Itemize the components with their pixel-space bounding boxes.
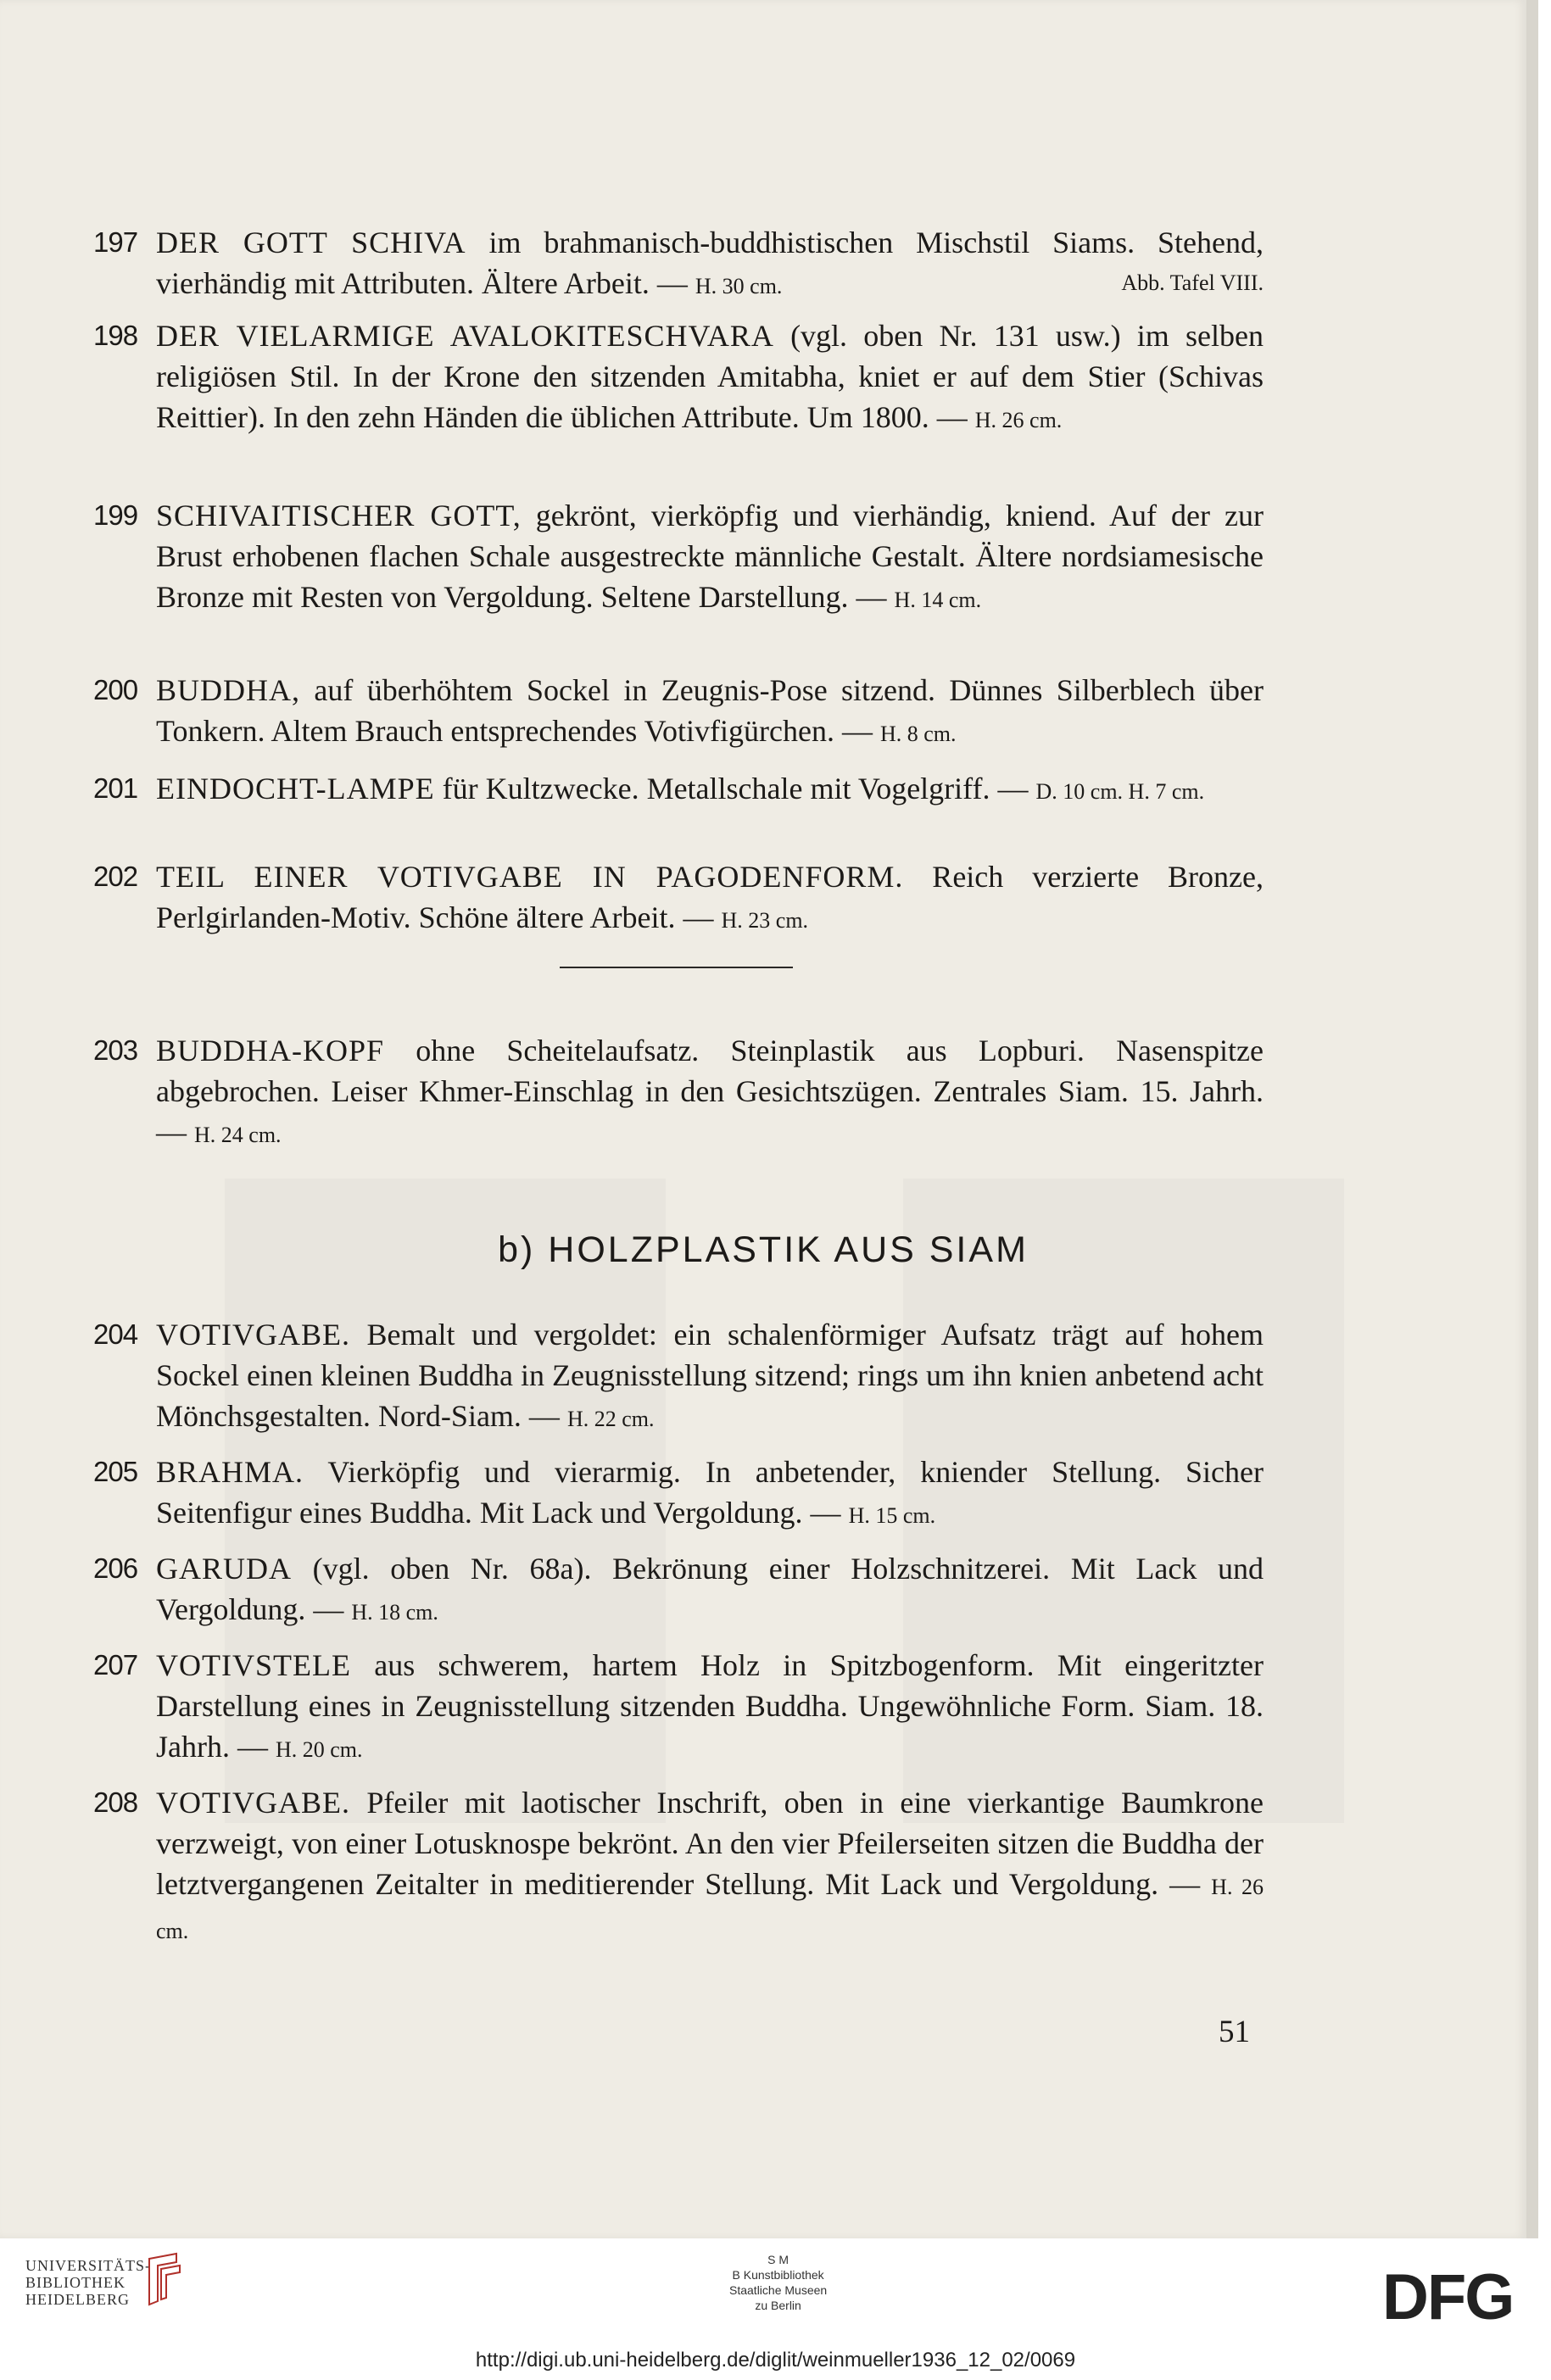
ub-emblem-icon: [142, 2252, 185, 2306]
entry-text: (vgl. oben Nr. 68a). Bekrönung einer Holzschnitzerei. Mit Lack und Vergoldung. —: [156, 1552, 1264, 1626]
entry-title: EINDOCHT-LAMPE: [156, 772, 435, 805]
entry-text: im brahmanisch-buddhistischen Mischstil Siams. Stehend, vierhändig mit Attributen. Ältere Arbeit. —: [156, 226, 1264, 300]
catalog-entry: [93, 1314, 1264, 1440]
entry-text: Reich verzierte Bronze, Perlgirlanden-Motiv. Schöne ältere Arbeit. —: [156, 860, 1264, 934]
catalog-entry: [93, 670, 1264, 755]
entry-dimension: H. 24 cm.: [194, 1123, 282, 1147]
catalog-entry: [93, 315, 1264, 441]
entry-title: VOTIVGABE.: [156, 1318, 350, 1352]
entry-text: Bemalt und vergoldet: ein schalenförmiger Aufsatz trägt auf hohem Sockel einen kleinen Buddha in Zeugnisstellung sitzend; rings um ihn knien anbetend acht Mönchsgestalten. Nord-Siam. —: [156, 1318, 1264, 1433]
entry-body: [156, 222, 1264, 307]
catalog-entry: [93, 1645, 1264, 1770]
entry-dimension: H. 26 cm.: [156, 1875, 1264, 1943]
entry-dimension: H. 15 cm.: [848, 1503, 936, 1528]
entry-number: 197: [93, 226, 138, 258]
entry-body: [156, 495, 1264, 621]
entry-dimension: H. 8 cm.: [879, 722, 957, 746]
entry-dimension: H. 30 cm.: [695, 274, 783, 298]
smb-line: S M: [767, 2253, 789, 2266]
entry-text: auf überhöhtem Sockel in Zeugnis-Pose sitzend. Dünnes Silberblech über Tonkern. Altem Brauch entsprechendes Votivfigürchen. —: [156, 673, 1264, 748]
entry-dimension: H. 20 cm.: [275, 1737, 363, 1762]
entry-number: 203: [93, 1034, 138, 1066]
entry-text: für Kultzwecke. Metallschale mit Vogelgriff. —: [434, 772, 1036, 805]
entry-number: 198: [93, 320, 138, 351]
entry-body: [156, 1452, 1264, 1536]
entry-title: SCHIVAITISCHER GOTT,: [156, 499, 522, 532]
entry-number: 207: [93, 1649, 138, 1680]
catalog-entry: [93, 768, 1264, 812]
catalog-entry: [93, 1548, 1264, 1633]
catalog-entry: [93, 495, 1264, 621]
entry-title: GARUDA: [156, 1552, 293, 1586]
entry-dimension: D. 10 cm. H. 7 cm.: [1035, 779, 1205, 804]
entry-title: DER GOTT SCHIVA: [156, 226, 466, 259]
entry-dimension: H. 23 cm.: [721, 908, 809, 933]
entry-body: [156, 1645, 1264, 1770]
catalog-entry: [93, 1782, 1264, 1952]
entry-title: VOTIVGABE.: [156, 1786, 350, 1820]
smb-line: Staatliche Museen: [729, 2283, 828, 2297]
entry-body: [156, 315, 1264, 441]
entry-dimension: H. 26 cm.: [974, 408, 1063, 432]
entry-plate-ref: Abb. Tafel VIII.: [1121, 270, 1264, 295]
entry-dimension: H. 22 cm.: [566, 1407, 655, 1431]
entry-number: 208: [93, 1786, 138, 1818]
entry-body: [156, 670, 1264, 755]
catalog-entry: [93, 222, 1264, 307]
catalog-entry: [93, 856, 1264, 941]
entry-body: [156, 1030, 1264, 1156]
section-divider: [560, 967, 793, 968]
entry-title: BUDDHA,: [156, 673, 301, 707]
entry-title: TEIL EINER VOTIVGABE IN PAGODENFORM.: [156, 860, 904, 894]
entry-number: 199: [93, 499, 138, 531]
entry-title: BRAHMA.: [156, 1455, 304, 1489]
entry-number: 204: [93, 1318, 138, 1350]
entry-title: VOTIVSTELE: [156, 1648, 351, 1682]
entry-number: 201: [93, 772, 138, 804]
entry-text: aus schwerem, hartem Holz in Spitzbogenform. Mit eingeritzter Darstellung eines in Zeugnisstellung sitzenden Buddha. Ungewöhnliche Form. Siam. 18. Jahrh. —: [156, 1648, 1264, 1764]
entry-text: Pfeiler mit laotischer Inschrift, oben in eine vierkantige Baumkrone verzweigt, von einer Lotusknospe bekrönt. An den vier Pfeilerseiten sitzen die Buddha der letztvergangenen Zeitalter in meditierender Stellung. Mit Lack und Vergoldung. —: [156, 1786, 1264, 1901]
entry-dimension: H. 18 cm.: [351, 1600, 438, 1625]
entry-body: [156, 1548, 1264, 1633]
entry-dimension: H. 14 cm.: [894, 588, 982, 612]
catalog-entry: [93, 1452, 1264, 1536]
entry-number: 206: [93, 1552, 138, 1584]
entry-number: 202: [93, 861, 138, 892]
ub-logo-line: UNIVERSITÄTS-: [25, 2257, 151, 2274]
viewer-footer: [0, 2247, 1551, 2380]
entry-title: BUDDHA-KOPF: [156, 1034, 385, 1067]
entry-number: 200: [93, 674, 138, 705]
section-heading: b) HOLZPLASTIK AUS SIAM: [498, 1229, 1029, 1270]
entry-text: Vierköpfig und vierarmig. In anbetender, kniender Stellung. Sicher Seitenfigur eines Buddha. Mit Lack und Vergoldung. —: [156, 1455, 1264, 1530]
entry-body: [156, 856, 1264, 941]
entry-text: (vgl. oben Nr. 131 usw.) im selben religiösen Stil. In der Krone den sitzenden Amitabha, kniet er auf dem Stier (Schivas Reittier). In den zehn Händen die üblichen Attribute. Um 1800. —: [156, 319, 1264, 434]
page-number: 51: [1219, 2015, 1250, 2049]
smb-line: B Kunstbibliothek: [732, 2268, 824, 2282]
dfg-logo[interactable]: DFG: [1382, 2261, 1514, 2333]
ub-heidelberg-logo[interactable]: [25, 2257, 151, 2308]
smb-line: zu Berlin: [755, 2299, 801, 2312]
entry-title: DER VIELARMIGE AVALOKITESCHVARA: [156, 319, 774, 353]
smb-logo[interactable]: [729, 2252, 827, 2313]
entry-body: [156, 1782, 1264, 1952]
ub-logo-line: BIBLIOTHEK: [25, 2274, 126, 2291]
catalog-entry: [93, 1030, 1264, 1156]
source-url[interactable]: http://digi.ub.uni-heidelberg.de/diglit/weinmueller1936_12_02/0069: [475, 2349, 1076, 2372]
entry-body: [156, 768, 1264, 812]
entry-text: gekrönt, vierköpfig und vierhändig, kniend. Auf der zur Brust erhobenen flachen Schale ausgestreckte männliche Gestalt. Ältere nordsiamesische Bronze mit Resten von Vergoldung. Seltene Darstellung. —: [156, 499, 1264, 614]
ub-logo-line: HEIDELBERG: [25, 2291, 130, 2308]
entry-text: ohne Scheitelaufsatz. Steinplastik aus Lopburi. Nasenspitze abgebrochen. Leiser Khmer-Einschlag in den Gesichtszügen. Zentrales Siam. 15. Jahrh. —: [156, 1034, 1264, 1149]
page-edge: [1526, 0, 1538, 2238]
entry-number: 205: [93, 1456, 138, 1487]
entry-body: [156, 1314, 1264, 1440]
